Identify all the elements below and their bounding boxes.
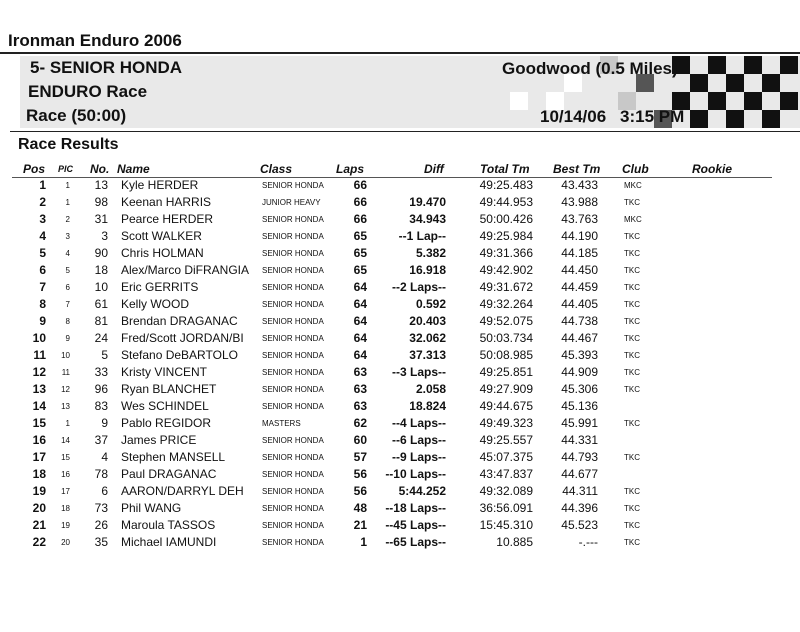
table-row <box>0 280 800 297</box>
laps-cell: 64 <box>353 314 367 328</box>
class-cell: JUNIOR HEAVY <box>262 198 321 207</box>
name-cell: Wes SCHINDEL <box>121 399 209 413</box>
diff-cell: 37.313 <box>409 348 446 362</box>
pos-cell: 12 <box>32 365 46 379</box>
pos-cell: 18 <box>32 467 46 481</box>
best-time-cell: 45.991 <box>561 416 598 430</box>
name-cell: AARON/DARRYL DEH <box>121 484 244 498</box>
total-time-cell: 45:07.375 <box>479 450 533 464</box>
club-cell: TKC <box>624 521 640 530</box>
club-cell: TKC <box>624 317 640 326</box>
col-class: Class <box>260 162 293 176</box>
diff-cell: --4 Laps-- <box>392 416 446 430</box>
total-time-cell: 49:31.366 <box>479 246 533 260</box>
laps-cell: 66 <box>353 212 367 226</box>
class-cell: SENIOR HONDA <box>262 436 324 445</box>
club-cell: TKC <box>624 504 640 513</box>
best-time-cell: 44.459 <box>561 280 598 294</box>
pic-cell: 12 <box>61 385 70 394</box>
diff-cell: --10 Laps-- <box>385 467 446 481</box>
class-cell: SENIOR HONDA <box>262 232 324 241</box>
diff-cell: 16.918 <box>409 263 446 277</box>
number-cell: 3 <box>101 229 108 243</box>
best-time-cell: 44.450 <box>561 263 598 277</box>
class-cell: SENIOR HONDA <box>262 334 324 343</box>
total-time-cell: 15:45.310 <box>479 518 533 532</box>
club-cell: TKC <box>624 266 640 275</box>
best-time-cell: 44.909 <box>561 365 598 379</box>
pos-cell: 17 <box>32 450 46 464</box>
diff-cell: 0.592 <box>415 297 446 311</box>
table-row <box>0 195 800 212</box>
name-cell: Ryan BLANCHET <box>121 382 217 396</box>
total-time-cell: 10.885 <box>496 535 533 549</box>
pos-cell: 16 <box>32 433 46 447</box>
number-cell: 6 <box>101 484 108 498</box>
col-name: Name <box>117 162 150 176</box>
best-time-cell: 44.331 <box>561 433 598 447</box>
class-cell: SENIOR HONDA <box>262 402 324 411</box>
best-time-cell: 44.793 <box>561 450 598 464</box>
club-cell: MKC <box>624 215 642 224</box>
diff-cell: --2 Laps-- <box>392 280 446 294</box>
pic-cell: 9 <box>65 334 70 343</box>
divider <box>0 52 800 54</box>
pos-cell: 14 <box>32 399 46 413</box>
club-cell: TKC <box>624 232 640 241</box>
name-cell: Pearce HERDER <box>121 212 214 226</box>
class-cell: SENIOR HONDA <box>262 521 324 530</box>
race-type: ENDURO Race <box>28 82 148 101</box>
col-pos: Pos <box>23 162 46 176</box>
pos-cell: 7 <box>39 280 46 294</box>
diff-cell: --18 Laps-- <box>385 501 446 515</box>
best-time-cell: 44.738 <box>561 314 598 328</box>
class-cell: SENIOR HONDA <box>262 351 324 360</box>
total-time-cell: 49:27.909 <box>479 382 533 396</box>
pic-cell: 5 <box>65 266 70 275</box>
diff-cell: --3 Laps-- <box>392 365 446 379</box>
name-cell: Brendan DRAGANAC <box>121 314 238 328</box>
race-time: 3:15 PM <box>620 107 685 126</box>
diff-cell: --45 Laps-- <box>385 518 446 532</box>
class-cell: SENIOR HONDA <box>262 317 324 326</box>
number-cell: 33 <box>94 365 108 379</box>
club-cell: TKC <box>624 249 640 258</box>
event-title: Ironman Enduro 2006 <box>8 31 182 50</box>
club-cell: TKC <box>624 283 640 292</box>
club-cell: TKC <box>624 334 640 343</box>
total-time-cell: 49:25.984 <box>479 229 533 243</box>
pic-cell: 7 <box>65 300 70 309</box>
table-row <box>0 331 800 348</box>
total-time-cell: 49:25.851 <box>479 365 533 379</box>
best-time-cell: 43.763 <box>561 212 598 226</box>
table-row <box>0 178 800 195</box>
number-cell: 35 <box>94 535 108 549</box>
class-cell: SENIOR HONDA <box>262 283 324 292</box>
number-cell: 37 <box>94 433 108 447</box>
laps-cell: 60 <box>353 433 367 447</box>
best-time-cell: -.--- <box>578 535 598 549</box>
pic-cell: 15 <box>61 453 70 462</box>
laps-cell: 48 <box>353 501 367 515</box>
laps-cell: 64 <box>353 280 367 294</box>
name-cell: Eric GERRITS <box>121 280 199 294</box>
name-cell: Chris HOLMAN <box>121 246 204 260</box>
table-row <box>0 348 800 365</box>
diff-cell: --1 Lap-- <box>398 229 446 243</box>
best-time-cell: 44.396 <box>561 501 598 515</box>
pos-cell: 15 <box>32 416 46 430</box>
pos-cell: 8 <box>39 297 46 311</box>
total-time-cell: 49:25.557 <box>479 433 533 447</box>
club-cell: TKC <box>624 487 640 496</box>
pic-cell: 14 <box>61 436 70 445</box>
table-row <box>0 433 800 450</box>
table-row <box>0 450 800 467</box>
best-time-cell: 44.190 <box>561 229 598 243</box>
total-time-cell: 50:00.426 <box>479 212 533 226</box>
pos-cell: 20 <box>32 501 46 515</box>
total-time-cell: 49:42.902 <box>479 263 533 277</box>
class-cell: SENIOR HONDA <box>262 538 324 547</box>
best-time-cell: 45.306 <box>561 382 598 396</box>
col-rookie: Rookie <box>692 162 733 176</box>
number-cell: 9 <box>101 416 108 430</box>
diff-cell: 34.943 <box>409 212 446 226</box>
class-cell: SENIOR HONDA <box>262 453 324 462</box>
number-cell: 31 <box>94 212 108 226</box>
total-time-cell: 49:32.264 <box>479 297 533 311</box>
col-laps: Laps <box>336 162 365 176</box>
diff-cell: --65 Laps-- <box>385 535 446 549</box>
pos-cell: 13 <box>32 382 46 396</box>
divider <box>10 131 800 132</box>
total-time-cell: 43:47.837 <box>479 467 533 481</box>
name-cell: Michael IAMUNDI <box>121 535 217 549</box>
laps-cell: 65 <box>353 246 367 260</box>
pic-cell: 2 <box>65 215 70 224</box>
best-time-cell: 44.467 <box>561 331 598 345</box>
pic-cell: 18 <box>61 504 70 513</box>
laps-cell: 56 <box>353 467 367 481</box>
pic-cell: 13 <box>61 402 70 411</box>
pos-cell: 4 <box>39 229 46 243</box>
diff-cell: --9 Laps-- <box>392 450 446 464</box>
number-cell: 18 <box>94 263 108 277</box>
name-cell: Pablo REGIDOR <box>121 416 212 430</box>
col-total-time: Total Tm <box>480 162 530 176</box>
pic-cell: 19 <box>61 521 70 530</box>
diff-cell: 5.382 <box>415 246 446 260</box>
pos-cell: 1 <box>39 178 46 192</box>
pos-cell: 9 <box>39 314 46 328</box>
pos-cell: 2 <box>39 195 46 209</box>
name-cell: Stephen MANSELL <box>121 450 226 464</box>
pic-cell: 1 <box>65 198 70 207</box>
class-cell: SENIOR HONDA <box>262 249 324 258</box>
pic-cell: 1 <box>65 181 70 190</box>
laps-cell: 63 <box>353 399 367 413</box>
club-cell: TKC <box>624 538 640 547</box>
class-cell: SENIOR HONDA <box>262 470 324 479</box>
class-cell: SENIOR HONDA <box>262 266 324 275</box>
diff-cell: 5:44.252 <box>398 484 446 498</box>
name-cell: Phil WANG <box>121 501 182 515</box>
number-cell: 13 <box>94 178 108 192</box>
name-cell: Fred/Scott JORDAN/BI <box>121 331 244 345</box>
class-cell: SENIOR HONDA <box>262 504 324 513</box>
pic-cell: 4 <box>65 249 70 258</box>
best-time-cell: 44.677 <box>561 467 598 481</box>
name-cell: Maroula TASSOS <box>121 518 216 532</box>
name-cell: Scott WALKER <box>121 229 202 243</box>
best-time-cell: 44.405 <box>561 297 598 311</box>
total-time-cell: 50:08.985 <box>479 348 533 362</box>
pos-cell: 6 <box>39 263 46 277</box>
name-cell: Stefano DeBARTOLO <box>121 348 238 362</box>
diff-cell: 20.403 <box>409 314 446 328</box>
col-club: Club <box>622 162 649 176</box>
laps-cell: 66 <box>353 195 367 209</box>
class-heading: 5- SENIOR HONDA <box>30 58 183 77</box>
pos-cell: 21 <box>32 518 46 532</box>
col-no: No. <box>90 162 110 176</box>
diff-cell: 2.058 <box>415 382 446 396</box>
table-row <box>0 229 800 246</box>
best-time-cell: 45.393 <box>561 348 598 362</box>
laps-cell: 57 <box>353 450 367 464</box>
table-row <box>0 416 800 433</box>
table-row <box>0 314 800 331</box>
laps-cell: 1 <box>360 535 367 549</box>
col-best-time: Best Tm <box>553 162 601 176</box>
pic-cell: 16 <box>61 470 70 479</box>
class-cell: SENIOR HONDA <box>262 368 324 377</box>
best-time-cell: 45.136 <box>561 399 598 413</box>
laps-cell: 65 <box>353 229 367 243</box>
number-cell: 81 <box>94 314 108 328</box>
club-cell: TKC <box>624 351 640 360</box>
pic-cell: 1 <box>65 419 70 428</box>
pos-cell: 19 <box>32 484 46 498</box>
class-cell: SENIOR HONDA <box>262 181 324 190</box>
total-time-cell: 49:44.953 <box>479 195 533 209</box>
table-row <box>0 501 800 518</box>
table-row <box>0 484 800 501</box>
table-row <box>0 263 800 280</box>
total-time-cell: 49:49.323 <box>479 416 533 430</box>
table-row <box>0 467 800 484</box>
laps-cell: 65 <box>353 263 367 277</box>
name-cell: Keenan HARRIS <box>121 195 212 209</box>
pic-cell: 6 <box>65 283 70 292</box>
number-cell: 4 <box>101 450 108 464</box>
number-cell: 83 <box>94 399 108 413</box>
pos-cell: 11 <box>33 348 46 362</box>
table-row <box>0 297 800 314</box>
pos-cell: 10 <box>32 331 46 345</box>
club-cell: MKC <box>624 181 642 190</box>
class-cell: SENIOR HONDA <box>262 385 324 394</box>
club-cell: TKC <box>624 453 640 462</box>
race-duration: Race (50:00) <box>26 106 127 125</box>
name-cell: Kelly WOOD <box>121 297 190 311</box>
class-cell: SENIOR HONDA <box>262 487 324 496</box>
number-cell: 73 <box>94 501 108 515</box>
total-time-cell: 49:31.672 <box>479 280 533 294</box>
diff-cell: 18.824 <box>409 399 446 413</box>
best-time-cell: 43.433 <box>561 178 598 192</box>
total-time-cell: 49:32.089 <box>479 484 533 498</box>
laps-cell: 21 <box>353 518 367 532</box>
laps-cell: 66 <box>353 178 367 192</box>
table-row <box>0 365 800 382</box>
laps-cell: 64 <box>353 331 367 345</box>
laps-cell: 63 <box>353 382 367 396</box>
name-cell: Kristy VINCENT <box>121 365 208 379</box>
class-cell: SENIOR HONDA <box>262 215 324 224</box>
laps-cell: 63 <box>353 365 367 379</box>
name-cell: James PRICE <box>121 433 197 447</box>
best-time-cell: 44.185 <box>561 246 598 260</box>
col-pic: PIC <box>58 164 74 174</box>
club-cell: TKC <box>624 198 640 207</box>
pic-cell: 8 <box>65 317 70 326</box>
total-time-cell: 49:52.075 <box>479 314 533 328</box>
table-row <box>0 535 800 552</box>
number-cell: 61 <box>94 297 108 311</box>
total-time-cell: 49:44.675 <box>479 399 533 413</box>
laps-cell: 64 <box>353 297 367 311</box>
pos-cell: 3 <box>39 212 46 226</box>
total-time-cell: 50:03.734 <box>479 331 533 345</box>
number-cell: 10 <box>94 280 108 294</box>
best-time-cell: 43.988 <box>561 195 598 209</box>
name-cell: Kyle HERDER <box>121 178 199 192</box>
total-time-cell: 36:56.091 <box>479 501 533 515</box>
laps-cell: 56 <box>353 484 367 498</box>
col-diff: Diff <box>424 162 444 176</box>
class-cell: SENIOR HONDA <box>262 300 324 309</box>
diff-cell: 32.062 <box>409 331 446 345</box>
pic-cell: 20 <box>61 538 70 547</box>
club-cell: TKC <box>624 368 640 377</box>
table-row <box>0 399 800 416</box>
table-row <box>0 382 800 399</box>
diff-cell: --6 Laps-- <box>392 433 446 447</box>
club-cell: TKC <box>624 419 640 428</box>
class-cell: MASTERS <box>262 419 301 428</box>
number-cell: 24 <box>94 331 108 345</box>
table-row <box>0 212 800 229</box>
diff-cell: 19.470 <box>409 195 446 209</box>
number-cell: 78 <box>94 467 108 481</box>
number-cell: 90 <box>94 246 108 260</box>
pic-cell: 17 <box>61 487 70 496</box>
name-cell: Alex/Marco DiFRANGIA <box>121 263 250 277</box>
laps-cell: 62 <box>353 416 367 430</box>
race-header <box>20 56 800 128</box>
number-cell: 96 <box>94 382 108 396</box>
pos-cell: 5 <box>39 246 46 260</box>
laps-cell: 64 <box>353 348 367 362</box>
name-cell: Paul DRAGANAC <box>121 467 217 481</box>
table-row <box>0 246 800 263</box>
section-title: Race Results <box>18 136 119 153</box>
track-name: Goodwood (0.5 Miles) <box>502 59 678 78</box>
number-cell: 98 <box>94 195 108 209</box>
club-cell: TKC <box>624 385 640 394</box>
best-time-cell: 44.311 <box>562 484 598 498</box>
pic-cell: 11 <box>61 368 70 377</box>
pic-cell: 10 <box>61 351 70 360</box>
pos-cell: 22 <box>32 535 46 549</box>
number-cell: 5 <box>101 348 108 362</box>
pic-cell: 3 <box>65 232 70 241</box>
number-cell: 26 <box>94 518 108 532</box>
total-time-cell: 49:25.483 <box>479 178 533 192</box>
best-time-cell: 45.523 <box>561 518 598 532</box>
race-date: 10/14/06 <box>540 107 607 126</box>
table-row <box>0 518 800 535</box>
club-cell: TKC <box>624 300 640 309</box>
